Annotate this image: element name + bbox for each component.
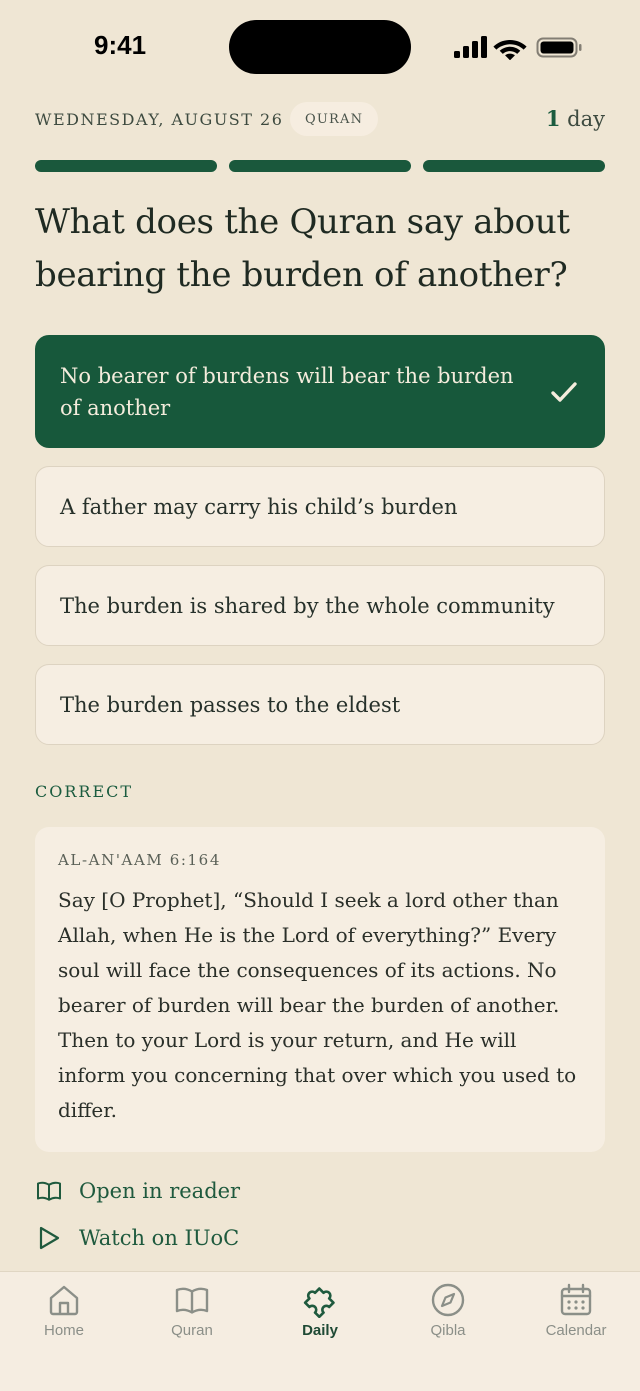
tab-qibla[interactable] xyxy=(398,1282,498,1352)
battery-icon xyxy=(538,39,582,57)
play-icon xyxy=(35,1224,63,1252)
open-book-icon xyxy=(35,1177,63,1205)
answer-label: The burden is shared by the whole community xyxy=(60,593,555,618)
question-title: What does the Quran say about bearing the burden of another? xyxy=(35,202,570,295)
puzzle-icon xyxy=(302,1282,338,1318)
answer-option-3[interactable] xyxy=(35,565,605,646)
tab-quran[interactable] xyxy=(142,1282,242,1352)
wifi-icon xyxy=(493,40,526,60)
tab-home[interactable] xyxy=(14,1282,114,1352)
status-bar xyxy=(0,0,640,92)
checkmark-icon xyxy=(548,376,580,408)
status-time: 9:41 xyxy=(94,30,147,60)
header-row xyxy=(35,102,605,138)
tab-label: Daily xyxy=(302,1322,338,1339)
open-in-reader-label: Open in reader xyxy=(79,1179,241,1203)
streak-unit: day xyxy=(567,107,605,131)
verse-card xyxy=(35,827,605,1152)
tab-calendar[interactable] xyxy=(526,1282,626,1352)
streak-count: 1 xyxy=(545,106,561,131)
answer-option-2[interactable] xyxy=(35,466,605,547)
tab-label: Calendar xyxy=(545,1322,607,1339)
compass-icon xyxy=(430,1282,466,1318)
tab-bar xyxy=(0,1271,640,1391)
answer-option-1[interactable] xyxy=(35,335,605,448)
watch-video-label: Watch on IUoC xyxy=(79,1226,240,1250)
progress-segment-2 xyxy=(229,160,411,172)
cellular-signal-icon xyxy=(454,36,487,58)
tab-daily[interactable] xyxy=(270,1282,370,1352)
status-icons xyxy=(452,34,584,60)
answer-option-4[interactable] xyxy=(35,664,605,745)
result-label: CORRECT xyxy=(35,782,134,801)
dynamic-island xyxy=(229,20,411,74)
progress-segment-3 xyxy=(423,160,605,172)
answer-label: A father may carry his child’s burden xyxy=(60,494,458,519)
tab-label: Quran xyxy=(171,1322,213,1339)
streak-counter xyxy=(546,106,605,131)
verse-reference: AL-AN'AAM 6:164 xyxy=(58,851,221,869)
home-icon xyxy=(46,1282,82,1318)
book-icon xyxy=(174,1282,210,1318)
tab-label: Home xyxy=(43,1322,84,1339)
topic-chip: QURAN xyxy=(290,102,378,136)
answer-label: The burden passes to the eldest xyxy=(60,692,401,717)
progress-segment-1 xyxy=(35,160,217,172)
answer-label: No bearer of burdens will bear the burden of another xyxy=(60,363,514,420)
verse-text: Say [O Prophet], “Should I seek a lord other than Allah, when He is the Lord of everything?” Every soul will face the consequences of its actions. No bearer of burden will bear the burden of another. Then to your Lord is your return, and He will inform you concerning that over which you used to differ. xyxy=(58,888,577,1122)
date-label: WEDNESDAY, AUGUST 26 xyxy=(35,110,284,129)
calendar-icon xyxy=(558,1282,594,1318)
watch-video-link[interactable] xyxy=(35,1221,239,1255)
quiz-progress xyxy=(35,160,605,172)
tab-label: Qibla xyxy=(430,1322,466,1339)
open-in-reader-link[interactable] xyxy=(35,1174,240,1208)
